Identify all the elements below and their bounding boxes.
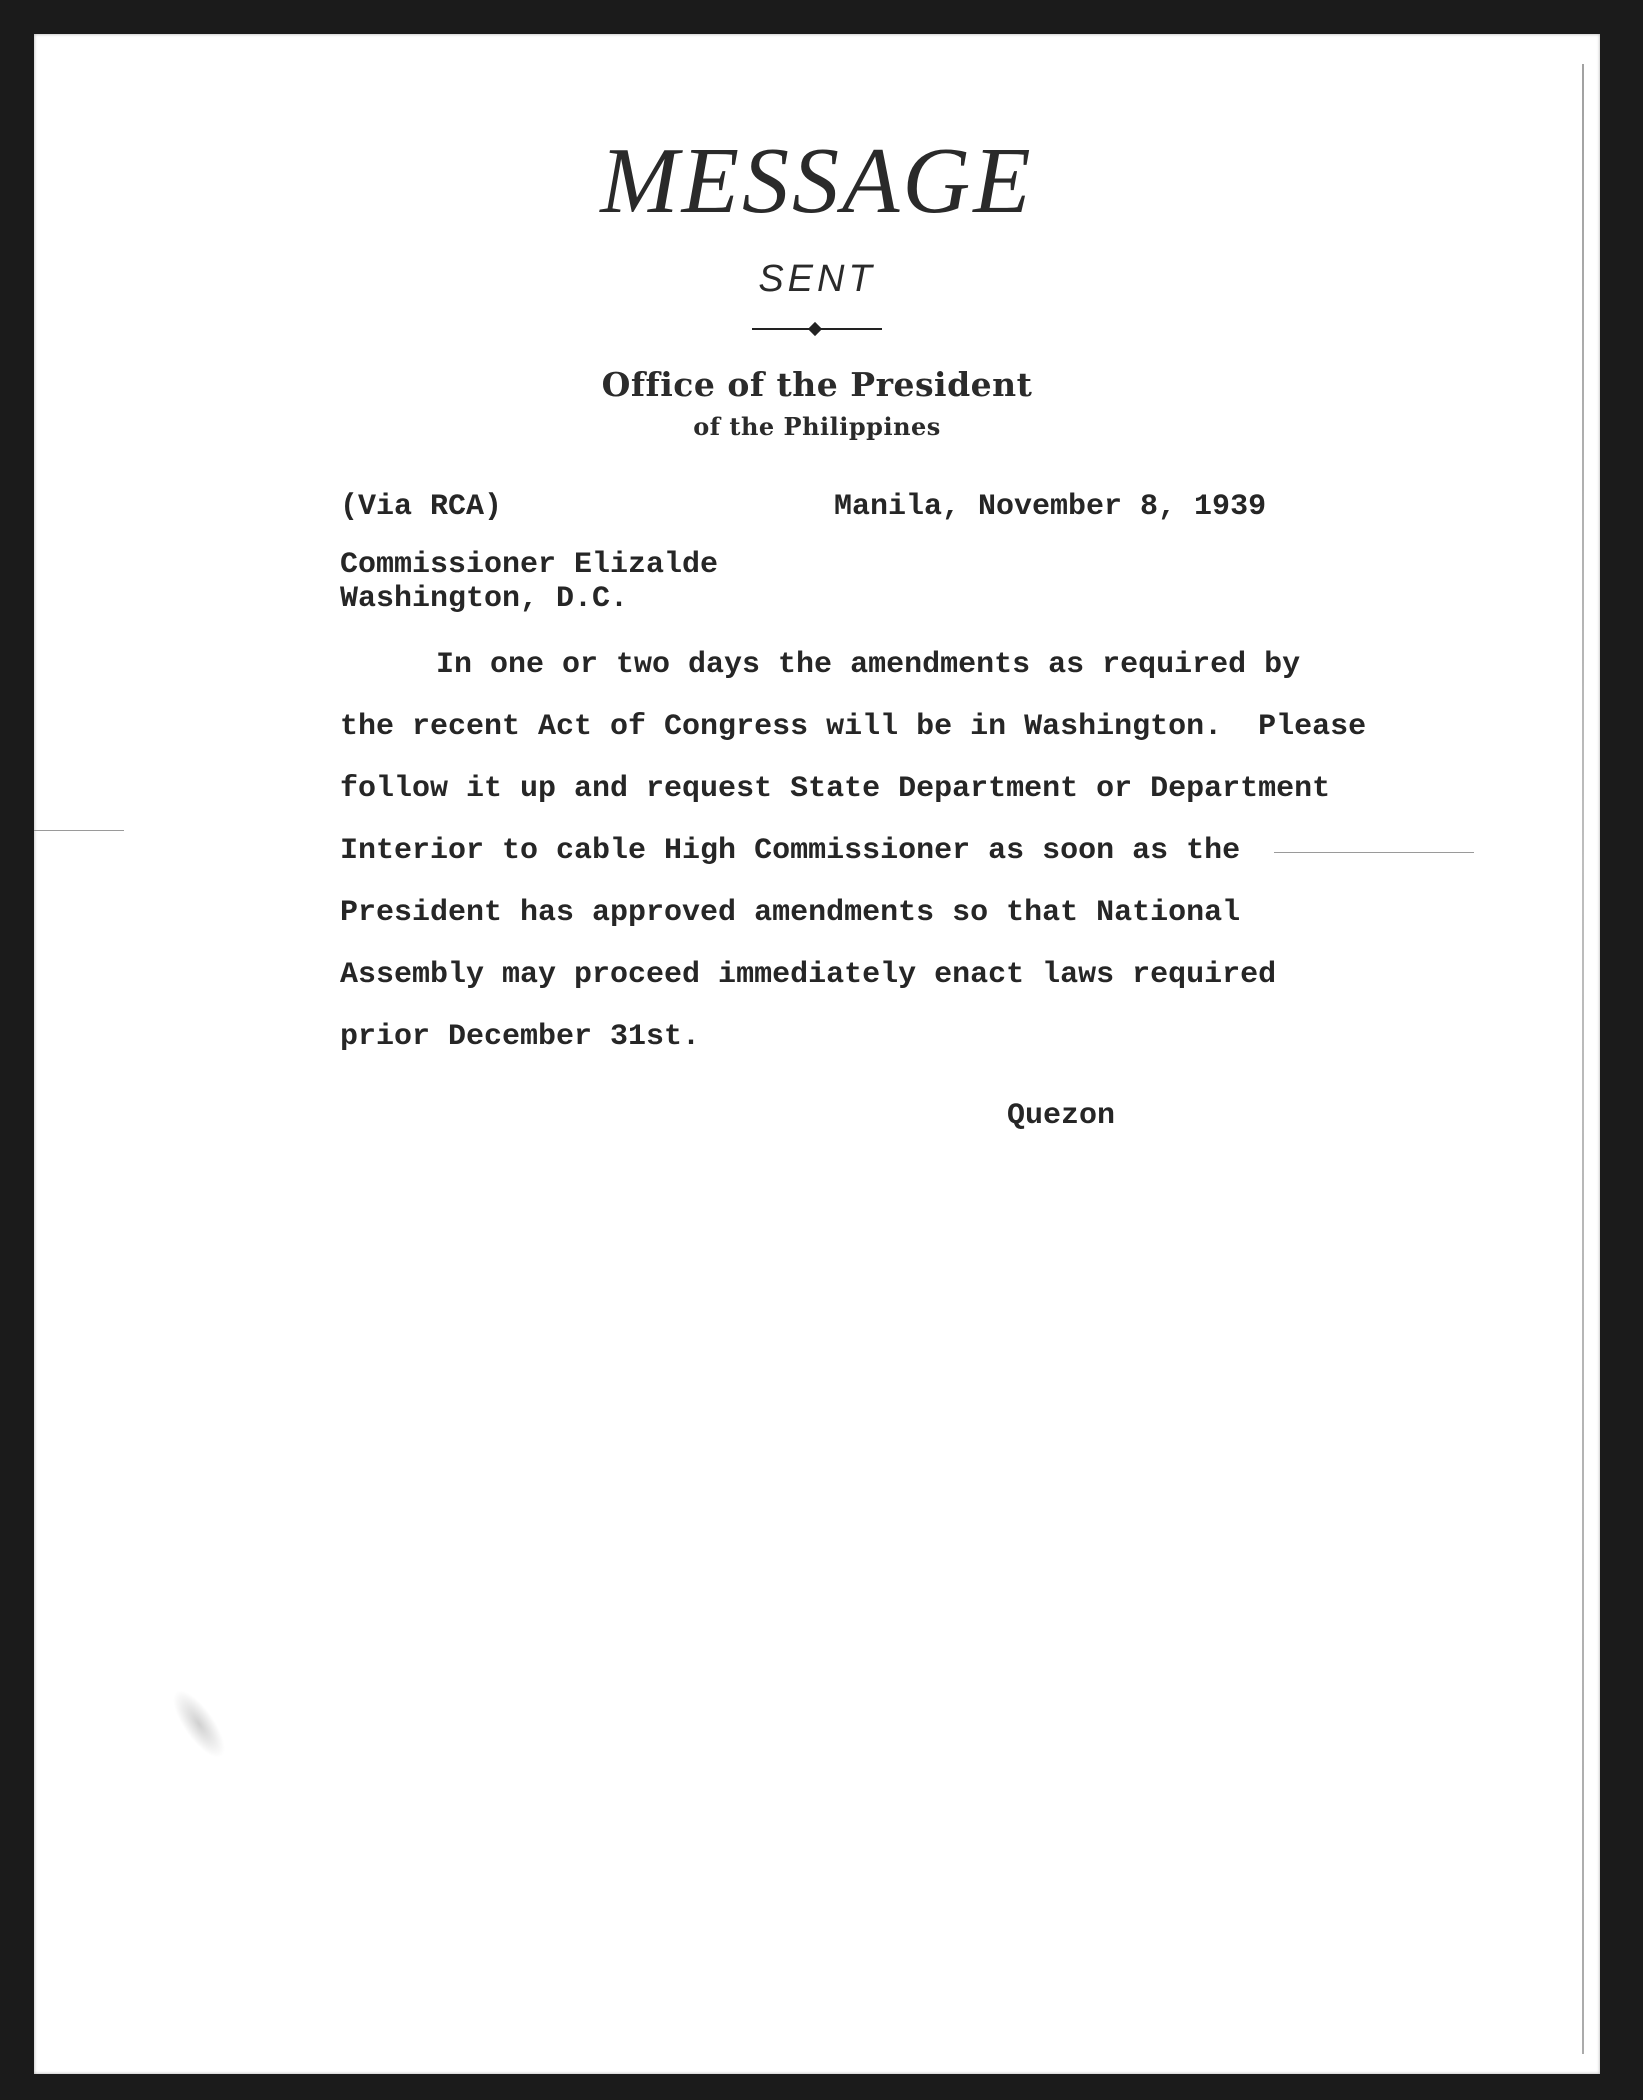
office-name: Office of the President	[601, 365, 1033, 404]
letterhead-title: MESSAGE	[600, 129, 1034, 233]
body-line: Assembly may proceed immediately enact laws required	[340, 958, 1277, 992]
ornament-diamond	[808, 322, 822, 336]
via-line: (Via RCA)	[340, 490, 503, 524]
letterhead-subtitle: SENT	[758, 258, 876, 300]
dateline: Manila, November 8, 1939	[834, 490, 1267, 524]
addressee-name: Commissioner Elizalde	[340, 548, 719, 582]
fold-mark-right	[1274, 852, 1474, 853]
office-country: of the Philippines	[693, 412, 941, 441]
body-line: prior December 31st.	[340, 1020, 701, 1054]
ornament-divider	[752, 323, 882, 335]
letterhead	[34, 129, 1600, 441]
body-line: In one or two days the amendments as required by	[436, 648, 1301, 682]
paper-smudge	[164, 1683, 234, 1766]
body-line: President has approved amendments so that National	[340, 896, 1241, 930]
addressee-location: Washington, D.C.	[340, 582, 629, 616]
body-line: Interior to cable High Commissioner as soon as the	[340, 834, 1241, 868]
message-body	[340, 650, 1490, 1084]
fold-mark-left	[34, 830, 124, 831]
document-page	[34, 34, 1600, 2074]
signature: Quezon	[1007, 1099, 1116, 1133]
body-line: the recent Act of Congress will be in Washington. Please	[340, 710, 1367, 744]
body-line: follow it up and request State Department or Department	[340, 772, 1331, 806]
